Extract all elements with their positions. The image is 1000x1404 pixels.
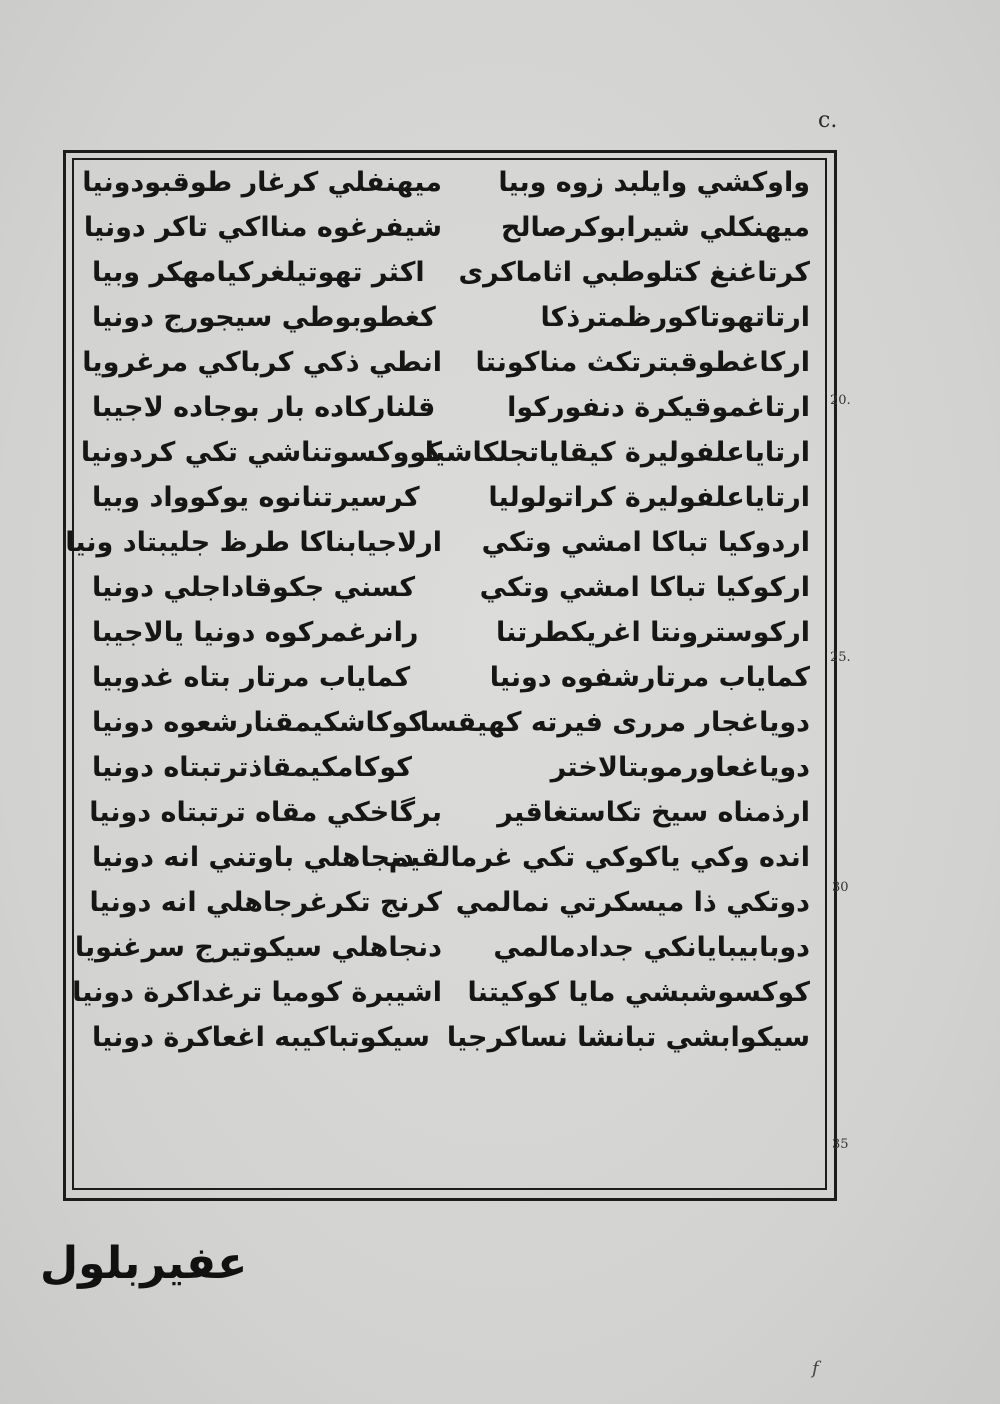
manuscript-line xyxy=(92,835,810,880)
right-hemistich: دوياغعاورموبتالاختر xyxy=(550,752,810,783)
right-hemistich: كماياب مرتارشفوه دونيا xyxy=(489,662,810,693)
manuscript-line xyxy=(92,700,810,745)
manuscript-line xyxy=(74,925,810,970)
manuscript-line xyxy=(92,295,810,340)
right-hemistich: ارتاغموقيكرة دنفوركوا xyxy=(507,392,810,423)
manuscript-line xyxy=(80,430,810,475)
corner-page-mark: c. xyxy=(818,108,838,133)
left-hemistich: كماياب مرتار بتاه غدوبيا xyxy=(92,662,411,693)
right-hemistich: ارتاياعلفوليرة كراتولوليا xyxy=(488,482,810,513)
left-hemistich: كرسيرتنانوه يوكوواد وبيا xyxy=(92,482,420,513)
left-hemistich: دنجاهلي سيكوتيرج سرغنويا xyxy=(74,932,442,963)
margin-line-number-25: 25. xyxy=(830,650,851,665)
left-hemistich: انطي ذكي كرباكي مرغرويا xyxy=(82,347,442,378)
left-hemistich: ميهنفلي كرغار طوقبودونيا xyxy=(82,167,442,198)
left-hemistich: شيفرغوه منااكي تاكر دونيا xyxy=(83,212,442,243)
right-hemistich: ارتاتهوتاكورظمترذكا xyxy=(540,302,810,333)
left-hemistich: قلناركاده بار بوجاده لاجيبا xyxy=(92,392,436,423)
manuscript-line xyxy=(92,565,810,610)
manuscript-line xyxy=(83,205,810,250)
left-hemistich: ارلاجيابناكا طرظ جليبتاد ونيا xyxy=(65,527,442,558)
left-hemistich: كرنج تكرغرجاهلي انه دونيا xyxy=(89,887,442,918)
manuscript-text-block xyxy=(65,160,810,1180)
manuscript-line xyxy=(92,655,810,700)
right-hemistich: ميهنكلي شيرابوكرصالح xyxy=(500,212,810,243)
manuscript-line xyxy=(82,160,810,205)
left-hemistich: برگاخكي مقاه ترتبتاه دونيا xyxy=(89,797,442,828)
manuscript-line xyxy=(92,745,810,790)
right-hemistich: اردوكيا تباكا امشي وتكي xyxy=(481,527,810,558)
right-hemistich: سيكوابشي تبانشا نساكرجيا xyxy=(446,1022,810,1053)
manuscript-line xyxy=(92,385,810,430)
left-hemistich: سيكوتباكيبه اغعاكرة دونيا xyxy=(92,1022,430,1053)
manuscript-line xyxy=(89,790,810,835)
right-hemistich: كرتاغنغ كتلوطبي اثاماكرى xyxy=(458,257,810,288)
manuscript-line xyxy=(72,970,810,1015)
right-hemistich: واوكشي وايلبد زوه وبيا xyxy=(498,167,810,198)
signature: عفيربلول xyxy=(40,1238,248,1289)
folio-mark: f xyxy=(812,1358,819,1379)
manuscript-line xyxy=(82,340,810,385)
right-hemistich: دوبابيبايانكي جدادمالمي xyxy=(493,932,810,963)
manuscript-line xyxy=(65,520,810,565)
right-hemistich: ارذمناه سيخ تكاستغاقير xyxy=(497,797,810,828)
margin-line-number-35: 35 xyxy=(832,1137,849,1152)
right-hemistich: اركاغطوقبترتكث مناكونتا xyxy=(475,347,810,378)
left-hemistich: اشيبرة كوميا ترغداكرة دونيا xyxy=(72,977,442,1008)
right-hemistich: اركوكيا تباكا امشي وتكي xyxy=(479,572,810,603)
manuscript-line xyxy=(92,475,810,520)
left-hemistich: كغطوبوطي سيجورج دونيا xyxy=(92,302,436,333)
right-hemistich: كوكسوشبشي مايا كوكيتنا xyxy=(467,977,810,1008)
margin-line-number-30: 30 xyxy=(832,880,849,895)
margin-line-number-20: 20. xyxy=(830,393,851,408)
manuscript-line xyxy=(89,880,810,925)
left-hemistich: كووكسوتناشي تكي كردونيا xyxy=(80,437,442,468)
manuscript-line xyxy=(92,1015,810,1060)
left-hemistich: دنجاهلي باوتني انه دونيا xyxy=(92,842,415,873)
left-hemistich: اكثر تهوتيلغركيامهكر وبيا xyxy=(92,257,425,288)
left-hemistich: كوكاشكيمقنارشعوه دونيا xyxy=(92,707,424,738)
right-hemistich: اركوسترونتا اغريكطرتنا xyxy=(495,617,810,648)
right-hemistich: ارتاياعلفوليرة كيقاياتجلكاشيا xyxy=(424,437,810,468)
manuscript-line xyxy=(92,610,810,655)
left-hemistich: كسني جكوقاداجلي دونيا xyxy=(92,572,416,603)
left-hemistich: رانرغمركوه دونيا يالاجيبا xyxy=(92,617,419,648)
right-hemistich: دوياغجار مررى فيرته كهيقسا xyxy=(419,707,810,738)
right-hemistich: دوتكي ذا ميسكرتي نمالمي xyxy=(455,887,810,918)
manuscript-line xyxy=(92,250,810,295)
left-hemistich: كوكامكيمقاذترتبتاه دونيا xyxy=(92,752,412,783)
right-hemistich: انده وكي ياكوكي تكي غرمالقيم xyxy=(388,842,810,873)
